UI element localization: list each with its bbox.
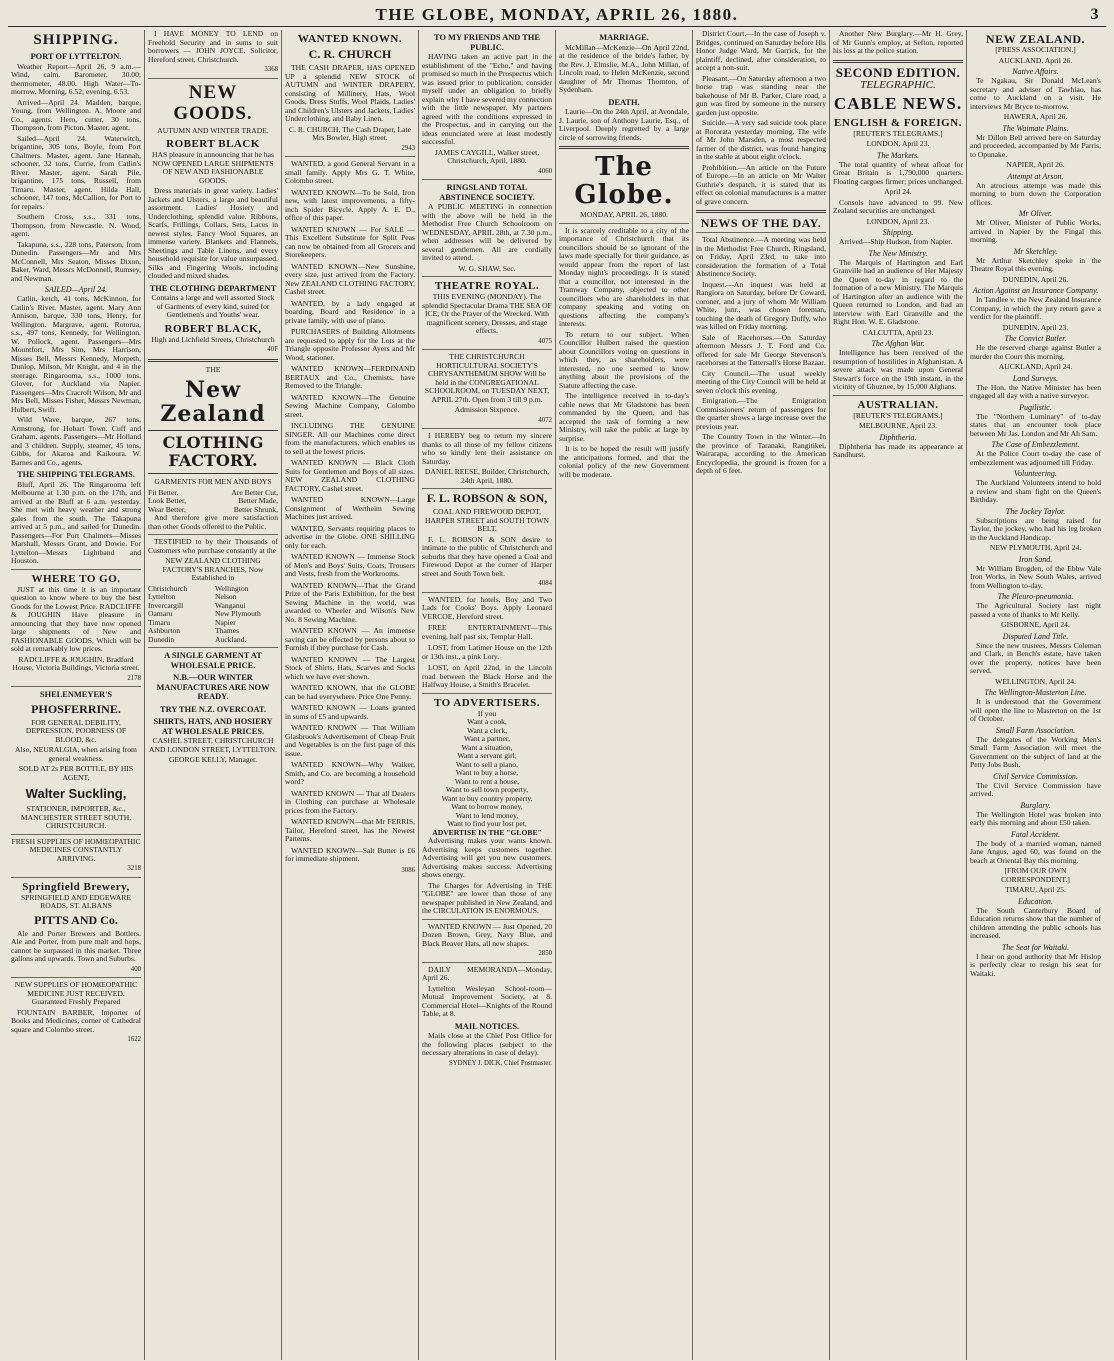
divider <box>696 232 826 233</box>
waimate-heading: The Waimate Plains. <box>1002 123 1069 133</box>
wanted-ad: WANTED KNOWN—That the Grand Prize of the Paris Exhibition, for the best Sewing Machine in the world, was awarded to Wheeler and Wilson's New No. 8 Sewing Machine. <box>285 580 415 624</box>
news-item: Inquest.—An inquest was held at Rangiora on Saturday, before Dr Coward, coroner, and a jury of whom Mr William White, junr., was chosen foreman, touching the death of Gregory Duffy, who was killed on Friday morning. <box>696 279 826 331</box>
column-4 <box>419 30 556 1360</box>
adv-line: Want a partner, <box>463 734 511 743</box>
dateline: NAPIER, April 26. <box>1006 160 1065 169</box>
wanted-ad: WANTED KNOWN—FERDINAND BERTAUX and Co., Chemists, have Removed to the Triangle. <box>285 364 415 390</box>
convict-text: He the reserved charge against Butler a murder the Court this morning. <box>970 343 1101 361</box>
horticultural-admission: Admission Sixpence. <box>454 405 520 414</box>
fountain-barber: FOUNTAIN BARBER, Importer of Books and Medicines, corner of Cathedral square and Colombo street. <box>11 1007 141 1034</box>
adv-line: If you <box>477 708 497 718</box>
dateline: MELBOURNE, April 23. <box>858 421 938 430</box>
new-zealand-title: New Zealand <box>160 377 266 427</box>
marriage-text: McMillan—McKenzie—On April 22nd, at the residence of the bride's father, by the Rev. J. Elmslie, M.A., John Millan, of Lincoln road, to Helen McKenzie, second daughter of Mr Thomas Thornton, of Sydenham. <box>559 42 689 94</box>
try-overcoat: TRY THE N.Z. OVERCOAT. <box>160 704 266 714</box>
money-to-lend: I HAVE MONEY TO LEND on Freehold Security and in sums to suit borrowers — JOHN JOYCE, Solicitor, Hereford street, Christchurch. <box>148 30 278 64</box>
mail-sign: SYDNEY J. DICK, Chief Postmaster. <box>448 1059 552 1067</box>
education-heading: Education. <box>1018 896 1053 906</box>
adv-line: Want a situation, <box>461 742 513 752</box>
second-edition: SECOND EDITION. <box>835 64 961 80</box>
pitts-text: Ale and Porter Brewers and Bottlers. Ale and Porter, from pure malt and hops, cannot be surpassed in this market. Three gallons and upwards. Town and Suburbs. <box>11 928 141 963</box>
shipping-text: Arrived—Ship Hudson, from Napier. <box>839 237 953 246</box>
sketchley-text: Mr Arthur Sketchley spoke in the Theatre Royal this evening. <box>970 255 1101 273</box>
phos-sold: SOLD AT 2s PER BOTTLE, BY HIS AGENT, <box>18 764 134 782</box>
ad-number: 4072 <box>538 416 552 424</box>
divider <box>833 395 963 396</box>
consols-text: Consols have advanced to 99. New Zealand securities are unchanged. <box>833 197 963 215</box>
death-text: Laurie—On the 24th April, at Avondale, J. Laurie, son of Anthony Laurie, Esq., of Liverpool. Deeply regretted by a large circle of sorrowing friends. <box>559 107 689 142</box>
dateline: MONDAY, APRIL 26, 1880. <box>580 210 668 219</box>
wanted-ad: WANTED KNOWN—Salt Butter is £6 for immediate shipment. <box>285 845 415 863</box>
land-text: The Hon. the Native Minister has been engaged all day with a native surveyor. <box>970 382 1101 400</box>
education-text: The South Canterbury Board of Education returns show that the number of children attending the public schools has increased. <box>970 905 1101 940</box>
divider <box>11 834 141 835</box>
adv-line: Want to find your lost pet, <box>447 819 527 828</box>
waitaki-text: I hear on good authority that Mr Hislop is perfectly clear to resign his seat for Waitaki. <box>970 951 1101 978</box>
wanted-known-heading: WANTED KNOWN. <box>297 33 403 45</box>
divider <box>422 349 552 350</box>
leader-para-3: The intelligence received in to-day's cable news that Mr Gladstone has been commanded by the Queen, and has accepted the task of forming a new Ministry, will take the public at large by surprise. <box>559 391 689 443</box>
wanted-ad: WANTED KNOWN — For SALE — This Excellent Substitute for Split Peas can now be obtained from all Grocers and Storekeepers. <box>285 224 415 259</box>
testified: TESTIFIED to by their Thousands of Customers who purchase constantly at the <box>148 537 278 555</box>
advertisers-heading: TO ADVERTISERS. <box>434 696 540 709</box>
ad-number: 2178 <box>127 674 141 682</box>
small-farm-heading: Small Farm Association. <box>995 725 1076 735</box>
town: Ashburton <box>148 626 181 635</box>
theatre-text: THIS EVENING (MONDAY). The splendid Spectacular Drama THE SEA OF ICE; Or the Prayer of the Wrecked. With magnificent scenery, Dresses, and stage effects. <box>422 292 552 335</box>
ad-number: 4084 <box>538 580 552 587</box>
wanted-ad: WANTED, a good General Servant in a small family. Apply Mrs G. T. White, Colombo street. <box>285 159 415 185</box>
divider <box>422 179 552 180</box>
telegraphic: TELEGRAPHIC. <box>860 78 936 91</box>
wanted-ad: WANTED KNOWN, that the GLOBE can be had everywhere. Price One Penny. <box>285 683 415 701</box>
temperance-text: A PUBLIC MEETING in connection with the above will be held in the Methodist Free Church Schoolroom on WEDNESDAY, APRIL 28th, at 7.30 p.m., when addresses will be delivered by several gentlemen. All are cordially invited to attend. <box>422 202 552 262</box>
waimate-text: Mr Dillon Bell arrived here on Saturday and proceeded, accompanied by Mr Parris, to Opunake. <box>970 132 1101 159</box>
town: Wellington <box>215 583 249 593</box>
mail-heading: MAIL NOTICES. <box>454 1021 520 1031</box>
divider <box>11 977 141 978</box>
shipping-heading: Shipping. <box>882 228 914 237</box>
volunteering-heading: Volunteering. <box>1014 469 1057 478</box>
dateline: AUCKLAND, April 24. <box>998 362 1073 371</box>
better-cut: Are Better Cut, <box>231 487 278 497</box>
suicide: Suicide.—A very sad suicide took place at Rororata yesterday morning. The wife of Mr John Marsden, a most respected farmer of the district, was found hanging in the stable at about eight o'clock. <box>696 118 826 161</box>
dateline: NEW PLYMOUTH, April 24. <box>989 543 1082 552</box>
news-item: Sale of Racehorses.—On Saturday afternoon Messrs J. T. Ford and Co. offered for sale Mr George Stevenson's racehorses at the Tattersall's Horse Bazaar. <box>696 332 826 367</box>
springfield-address: SPRINGFIELD AND EDGEWARE ROADS, ST. ALBANS <box>20 892 132 910</box>
ministry-text: The Marquis of Hartington and Earl Granville had an audience of Her Majesty the Queen to-day in regard to the formation of a new Ministry. The Marquis of Hartington after an audience with the Queen returned to London, and had an interview with Earl Granville and the Right Hon. W. E. Gladstone. <box>833 257 963 326</box>
fit-better: Fit Better, <box>148 487 179 497</box>
circulation: The Charges for Advertising in THE "GLOBE" are lower than those of any newspaper published in New Zealand, and the CIRCULATION IS ENORMOUS. <box>422 880 552 915</box>
arrived-list: Arrived—April 24. Madden, barque, Young, from Wellington. A. Moore and Co., agents. Hero, cutter, 30 tons, Thompson, from Picton. Master, agent. <box>11 97 141 132</box>
ministry-heading: The New Ministry. <box>868 248 928 258</box>
small-ad: LOST, on April 22nd, in the Lincoln road between the Black Horse and the Halfway House, a Smith's Bracelet. <box>422 663 552 689</box>
convict-heading: The Convict Butler. <box>1004 334 1067 343</box>
ad-number: 3086 <box>401 866 415 874</box>
robert-black-name: ROBERT BLACK <box>166 138 260 150</box>
clothing-text: Contains a large and well assorted Stock of Garments of every kind, suited for Gentlemen's and Youths' wear. <box>151 293 275 319</box>
divider <box>148 647 278 648</box>
wanted-ads-list <box>285 160 415 864</box>
column-7 <box>830 30 967 1360</box>
leader-para-2: To return to our subject. When Councillor Hulbert raised the question about Councillors voting on questions in which they, as shareholders, were interested, no one seemed to know anything about the provisions of the Statute affecting the case. <box>559 329 689 390</box>
afghan-heading: The Afghan War. <box>871 339 925 348</box>
clothing-department: THE CLOTHING DEPARTMENT <box>149 283 277 293</box>
pitts-name: PITTS AND Co. <box>34 912 118 927</box>
adv-line: ADVERTISE IN THE "GLOBE" <box>432 827 542 837</box>
advertisers-list <box>422 710 552 838</box>
jockey-heading: The Jockey Taylor. <box>1005 506 1066 516</box>
dateline: CALCUTTA, April 23. <box>862 327 934 337</box>
oliver-text: Mr Oliver, Minister of Public Works, arrived in Napier by the Fingal this morning. <box>970 218 1101 244</box>
george-kelly: GEORGE KELLY, Manager. <box>168 755 258 764</box>
homeo-medicines: FRESH SUPPLIES OF HOMŒOPATHIC MEDICINES CONSTANTLY ARRIVING. <box>11 836 141 863</box>
markets-heading: The Markets. <box>876 150 920 160</box>
divider <box>11 686 141 687</box>
prohibition: Prohibition.—An article on the Future of Europe.—In an article on Mr Walter Guthrie's despatch, it is stated that its effect on colonial manufactures is a matter of grave concern. <box>696 162 826 206</box>
cr-church-text: THE CASH DRAPER, HAS OPENED UP a splendid NEW STOCK of AUTUMN and WINTER DRAPERY, consisting of Millinery, Hats, Wool Goods, Dress Stuffs, Wool Plaids, Ladies' and Children's Ulsters and Jackets, Ladies' Underclothing, and Baby Linen. <box>285 63 415 123</box>
burglary-item: Another New Burglary.—Mr H. Grey, of Mr Gunn's employ, at Sefton, reported his loss at the police station. <box>833 30 963 55</box>
town: Timaru <box>148 617 171 627</box>
look-better: Look Better, <box>148 496 187 505</box>
sailed-heading: SAILED—April 24. <box>44 285 108 294</box>
disputed-heading: Disputed Land Title. <box>1002 631 1069 641</box>
diphtheria-heading: Diphtheria. <box>879 432 917 442</box>
phos-maker: SHELENMEYER'S <box>39 690 113 699</box>
disputed-text: Since the new trustees, Messrs Coleman and Clark, in Bench's estate, have taken over the property, notices have been served. <box>970 640 1101 675</box>
shipping-telegrams: Bluff, April 26. The Ringarooma left Melbourne at 1.30 p.m. on the 17th, and arrived at the Bluff at 6 a.m. yesterday. She met with heavy weather and strong gales from the south. The Takapuna arrived at 5 p.m., and sailed for Dunedin. Passengers—For Port Chalmers—Misses Marshall, Messrs Grant, and Dowie. For Lyttelton—Messrs Lightband and Houston. <box>11 479 141 565</box>
town: Wanganui <box>215 600 246 610</box>
ad-number: 4060 <box>538 167 552 175</box>
fatal-text: The body of a married woman, named Jane Angus, aged 60, was found on the beach at Oriental Bay this morning. <box>970 838 1101 865</box>
telegrams-heading: THE SHIPPING TELEGRAMS. <box>17 470 135 479</box>
jockey-text: Subscriptions are being raised for Taylor, the jockey, who had his leg broken in the Auckland Handicap. <box>970 515 1101 542</box>
divider <box>422 693 552 694</box>
ad-number: 3368 <box>264 66 278 73</box>
phosferrine-title: PHOSFERRINE. <box>31 701 121 716</box>
diphtheria-text: Diphtheria has made its appearance at Sandhurst. <box>833 441 963 459</box>
action-heading: Action Against an Insurance Company. <box>972 286 1099 295</box>
dateline: AUCKLAND, April 26. <box>998 55 1073 65</box>
wanted-ad: WANTED, by a lady engaged at boarding, Board and Residence in a private family, with use of piano. <box>285 298 415 325</box>
wanted-ad: WANTED KNOWN — That William Glasbrook's Advertisement of Cheap Fruit and Vegetables is on the first page of this issue. <box>285 723 415 758</box>
pleuro-heading: The Pleuro-pneumonia. <box>997 592 1074 601</box>
divider <box>148 534 278 535</box>
adv-line: Want to sell a piano, <box>455 759 519 769</box>
divider <box>148 359 278 362</box>
horticultural-show: THE CHRISTCHURCH HORTICULTURAL SOCIETY'S CHRYSANTHEMUM SHOW Will be held in the CONGREGATIONAL SCHOOLROOM, on TUESDAY NEXT, APRIL 27th. Open from 3 till 9 p.m. <box>424 352 550 404</box>
ad-number: 4075 <box>538 337 552 345</box>
divider <box>422 919 552 920</box>
page-number: 3 <box>1090 6 1100 23</box>
divider <box>422 488 552 489</box>
dateline: April 24. <box>884 187 912 196</box>
weather-report: Weather Report—April 26, 9 a.m.—Wind, calm. Barometer, 30.00; thermometer, 48.00. High Water—To-morrow, Morning, 6.52; evening, 6.53. <box>11 61 141 96</box>
ad-number: 1622 <box>127 1036 141 1043</box>
caygill-sign: JAMES CAYGILL, Walker street, Christchurch, April, 1880. <box>434 147 540 165</box>
the-globe-title: The Globe. <box>574 152 674 210</box>
district-court: District Court.—In the case of Joseph v. Bridges, continued on Saturday before His Honor Judge Ward, Mr Garrick, for the plaintiff, declined, after consideration, to accept a non-suit. <box>696 30 826 72</box>
town: New Plymouth <box>215 609 261 618</box>
marriage-heading: MARRIAGE. <box>599 33 649 42</box>
news-of-the-day: NEWS OF THE DAY. <box>700 216 822 230</box>
masthead <box>8 4 1106 27</box>
native-heading: Native Affairs. <box>1012 67 1059 76</box>
civil-heading: Civil Service Commission. <box>993 771 1078 781</box>
divider <box>11 877 141 878</box>
wanted-ad: WANTED KNOWN — The Largest Stock of Shirts, Hats, Scarves and Socks which we have ever shown. <box>285 654 415 681</box>
action-text: In Tandlee v. the New Zealand Insurance Company, in which the jury return gave a verdict for the plaintiff. <box>970 295 1101 321</box>
pugilistic-heading: Pugilistic. <box>1019 402 1052 412</box>
small-farm-text: The delegates of the Working Men's Small Farm Association will meet the Government on the subject of land at the Petty Jobs Bush. <box>970 734 1101 769</box>
branches: NEW ZEALAND CLOTHING FACTORY'S BRANCHES, Now Established in <box>162 556 264 582</box>
where-heading: WHERE TO GO. <box>31 572 121 585</box>
new-zealand-heading: NEW ZEALAND. <box>985 32 1086 46</box>
adv-line: Want to buy a horse, <box>455 768 519 777</box>
embezzle-heading: The Case of Embezzlement. <box>991 440 1080 449</box>
column-2 <box>145 30 282 1360</box>
press-tag: [PRESS ASSOCIATION.] <box>995 45 1076 54</box>
land-heading: Land Surveys. <box>1012 373 1059 383</box>
memoranda-text: Lyttelton Wesleyan School-room—Mutual Improvement Society, at 8. Commercial Hotel—Knights of the Round Table, at 8. <box>422 983 552 1018</box>
dateline: DUNEDIN, April 23. <box>1002 322 1069 332</box>
wanted-ad: WANTED KNOWN—Large Consignment of Wertheim Sewing Machines just arrived. <box>285 495 415 521</box>
black-goods-list: Dress materials in great variety. Ladies' Jackets and Ulsters, a large and beautiful assortment. Ladies' Hosiery and Underclothing, splendid value. Ribbons, Scarfs, Frillings, Collars, Sets, Laces in newest styles. Fancy Wool Squares, an immense variety. Blankets and Flannels, Sheetings and Table Linens, and every household requisite for value unsurpassed. Silks and Fingering Wools, including clouded and mixed shades. <box>148 186 278 280</box>
factory-the: THE <box>205 364 221 374</box>
cable-news: CABLE NEWS. <box>833 93 963 113</box>
dateline: TIMARU, April 25. <box>1005 885 1066 894</box>
dateline: WELLINGTON, April 24. <box>995 676 1076 686</box>
town: Oamaru <box>148 609 173 618</box>
native-text: Te Ngakau, Sir Donald McLean's secretary and adviser of Tawhiao, has come to Auckland on a visit. He interviews Mr Bryce to-morrow. <box>970 76 1101 111</box>
column-1 <box>8 30 145 1360</box>
arson-text: An atrocious attempt was made this morning to burn down the Corporation offices. <box>970 180 1101 207</box>
suckling-name: Walter Suckling, <box>25 786 127 801</box>
temperance-heading: RINGSLAND TOTAL ABSTINENCE SOCIETY. <box>439 183 535 202</box>
cr-church-sign: C. R. CHURCH, The Cash Draper, Late Mrs Bowler, High street. <box>289 124 411 142</box>
goods-subtitle: AUTUMN AND WINTER TRADE. <box>157 125 269 135</box>
mail-text: Mails close at the Chief Post Office for the following places (subject to the necessary alterations in case of delay). <box>422 1031 552 1057</box>
shipping-misc: Wild Wave, barque, 267 tons, Armstrong, for Hobart Town. Cuff and Graham, agents. Passengers—Mr Holland and 3 children. Supply, steamer, 45 tons, Gibbs, for Akaroa and Kaikoura. W. Barnes and Co., agents. <box>11 415 141 467</box>
divider <box>559 223 689 224</box>
sailed-list: Sailed—April 24. Waterwitch, brigantine, 305 tons, Boyle, from Port Chalmers. Master, agent. Jane Hannah, schooner, 32 tons, Currie, from Catlin's River. Master, agent. Sarah Pile, brigantine, 175 tons, Russell, from Timaru. Master, agent. Hilda Hall, schooner, 147 tons, McCallion, for Port to for repairs. <box>11 133 141 211</box>
phos-also: Also, NEURALGIA, when arising from general weakness. <box>15 745 137 763</box>
town: Invercargill <box>148 600 184 610</box>
black-address: High and Lichfield Streets, Christchurch <box>151 334 275 344</box>
volunteering-text: The Auckland Volunteers intend to hold a review and sham fight on the Queen's Birthday. <box>970 478 1101 504</box>
small-ad: FREE ENTERTAINMENT—This evening, half past six, Templar Hall. <box>422 623 552 641</box>
news-item: Emigration.—The Emigration Commissioners' return of passengers for the quarter shows a large increase over the previous year. <box>696 396 826 431</box>
wanted-ad: WANTED KNOWN—The Genuine Sewing Machine Company, Colombo street. <box>285 392 415 419</box>
waitaki-heading: The Seat for Waitaki. <box>1001 942 1070 952</box>
wanted-ad: WANTED KNOWN — That all Dealers in Clothing can purchase at Wholesale prices from the Factory. <box>285 788 415 815</box>
wanted-ad: WANTED KNOWN—To be Sold, Iron new, with latest improvements, a fifty-inch Spider Bicycle. Apply A. E. D., office of this paper. <box>285 187 415 222</box>
shipping-heading: SHIPPING. <box>33 32 119 48</box>
iron-text: Mr William Brogden, of the Ebbw Vale Iron Works, in New South Wales, arrived from Wellington to-day. <box>970 563 1101 590</box>
robson-text: F. L. ROBSON & SON desire to intimate to the public of Christchurch and suburbs that they have opened a Coal and Firewood Depot at the corner of Harper street and South Town belt. <box>422 534 552 578</box>
dateline: GISBORNE, April 24. <box>1001 620 1070 629</box>
clothing-factory-title: CLOTHING FACTORY. <box>148 430 278 474</box>
cashel-street: CASHEL STREET, CHRISTCHURCH AND LONDON STREET, LYTTELTON. <box>149 736 277 754</box>
column-6 <box>693 30 830 1360</box>
adv-line: Want a clerk, <box>466 725 508 735</box>
town: Dunedin <box>148 634 175 644</box>
black-announcement: HAS pleasure in announcing that he has NOW OPENED LARGE SHIPMENTS OF NEW AND FASHIONABLE GOODS. <box>152 150 274 185</box>
ad-number: 3218 <box>127 865 141 872</box>
adv-line: Want to borrow money, <box>451 802 523 811</box>
town: Auckland. <box>215 634 247 644</box>
theatre-royal: THEATRE ROYAL. <box>434 280 540 292</box>
leader-para-4: It is to be hoped the result will justify the anticipations formed, and that the colonial policy of the new Government will be moderate. <box>559 444 689 479</box>
column-5 <box>556 30 693 1360</box>
wanted-ad: PURCHASERS of Building Allotments are requested to apply for the Lots at the Triangle opposite Professor Ayers and Mr Wood, stationer. <box>285 327 415 362</box>
public-letter: HAVING taken an active part in the establishment of the "Echo," and having promised so much in the Prospectus which was issued prior to publication, consider myself under an obligation to briefly explain why I have severed my connection with the little newspaper. My partners agreed with the conditions expressed in the Prospectus, and in carrying out the ideas enunciated were at least modestly successful. <box>422 52 552 146</box>
wanted-ad: WANTED KNOWN — Loans granted in sums of £5 and upwards. <box>285 703 415 721</box>
sketchley-heading: Mr Sketchley. <box>1013 246 1058 256</box>
burglary-heading: Burglary. <box>1020 800 1051 810</box>
pleuro-text: The Agricultural Society last night passed a vote of thanks to Mr Kelly. <box>970 601 1101 619</box>
divider <box>696 210 826 213</box>
town: Nelson <box>215 592 237 601</box>
dateline: LONDON, April 23. <box>866 139 930 148</box>
springfield-brewery: Springfield Brewery, <box>22 880 130 893</box>
burglary-text: The Wellington Hotel was broken into early this morning and about £50 taken. <box>970 809 1101 827</box>
adv-line: Want to buy country property, <box>441 793 533 803</box>
better-shrunk: Better Shrunk, <box>233 504 278 514</box>
divider <box>422 592 552 593</box>
winter-manufactures: N.B.—OUR WINTER MANUFACTURES ARE NOW READY. <box>156 673 270 701</box>
adv-line: Want to lend money, <box>455 810 519 820</box>
cr-church-name: C. R. CHURCH <box>308 47 392 61</box>
daily-memoranda: DAILY MEMORANDA—Monday, April 26. <box>422 964 552 982</box>
port-heading: PORT OF LYTTELTON. <box>30 52 122 61</box>
ad-number: 400 <box>130 965 141 973</box>
wanted-ad: WANTED KNOWN — An immense saving can be effected by persons about to Furnish if they purchase for Cash. <box>285 626 415 652</box>
divider <box>422 962 552 963</box>
town: Thames <box>215 626 240 635</box>
wanted-ad: WANTED KNOWN—Why Walker, Smith, and Co. are becoming a household word? <box>285 760 415 786</box>
passengers: Takapuna, s.s., 228 tons, Paterson, from Dunedin. Passengers—Mr and Mrs McConnell, Mrs Seaton, Misses Dixon, Baker, Ward, Messrs McDonnell, Rumsey, and Newman. <box>11 239 141 283</box>
correspondent-tag: [FROM OUR OWN CORRESPONDENT.] <box>1001 866 1070 884</box>
public-heading: TO MY FRIENDS AND THE PUBLIC. <box>434 33 540 52</box>
news-item: City Council.—The usual weekly meeting of the City Council will be held at seven o'clock this evening. <box>696 368 826 395</box>
hereby-thanks: I HEREBY beg to return my sincere thanks to all those of my fellow citizens who so kindly lent their assistance on Saturday. <box>422 431 552 466</box>
pleasant: Pleasant.—On Saturday afternoon a two horse trap was standing near the bakehouse of Mr B. Parker, Clare road, a gun was fired by someone in the nursery garden just opposite. <box>696 73 826 117</box>
reuter-tag: [REUTER'S TELEGRAMS.] <box>853 128 943 138</box>
divider <box>11 569 141 570</box>
town: Napier <box>215 617 236 627</box>
oliver-heading: Mr Oliver. <box>1018 209 1053 218</box>
english-foreign: ENGLISH & FOREIGN. <box>834 116 962 129</box>
death-heading: DEATH. <box>608 97 640 107</box>
town: Christchurch <box>148 583 188 593</box>
dateline: HAWERA, April 26. <box>1003 112 1068 121</box>
leader-para-1: It is scarcely creditable to a city of the importance of Christchurch that its councillors should be so ignorant of the laws made specially for their guidance, as would appear from the report of last Monday night's proceedings. It is stated that a councillor, not interested in the Tramway Company, objected to other councillors who are shareholders in that company speaking and voting on questions affecting the company's interests. <box>559 225 689 328</box>
pugilistic-text: The "Northern Luminary" of to-day states that an encounter took place between Mr Jas. London and Mr Ah Sam. <box>970 411 1101 438</box>
embezzle-text: At the Police Court to-day the case of embezzlement was adjourned till Friday. <box>970 449 1101 467</box>
wear-better: Wear Better, <box>148 504 186 514</box>
southern-cross: Southern Cross, s.s., 331 tons, Thompson, from Newcastle. N. Wood, agent. <box>11 212 141 238</box>
suckling-address: STATIONER, IMPORTER, &c., MANCHESTER STREET SOUTH, CHRISTCHURCH. <box>20 804 132 830</box>
markets-text: The total quantity of wheat afloat for Great Britain is 1,790,000 quarters. Floating cargoes firmer; prices unchanged. <box>833 159 963 186</box>
small-ad: WANTED, for hotels, Boy and Two Lads for Cooks' Boys. Apply Leonard VERCOE, Hereford street. <box>422 594 552 621</box>
ad-number: 40F <box>267 346 278 353</box>
columns <box>8 30 1106 1360</box>
column-8 <box>967 30 1104 1360</box>
wanted-ad: INCLUDING THE GENUINE SINGER. All our Machines come direct from the manufacturers, which enables us to sell at the lowest prices. <box>285 421 415 456</box>
dateline: DUNEDIN, April 26. <box>1002 274 1069 284</box>
where-text: JUST at this time it is an important question to know where to buy the best Goods for the Lowest Price. RADCLIFFE & JOUGHIN Have pleasure in announcing that they have now opened large shipments of New and FASHIONABLE GOODS, Which will be sold at remarkably low prices. <box>11 584 141 653</box>
divider <box>833 60 963 63</box>
advertising-text: Advertising makes your wants known. Advertising keeps customers together. Advertising will get you new customers. Advertising makes success. Advertising shows energy. <box>422 836 552 879</box>
new-goods-heading: NEW GOODS. <box>173 81 253 124</box>
branch-towns <box>148 585 278 645</box>
hereby-sign: DANIEL REESE, Builder, Christchurch, 24th April, 1880. <box>424 467 550 485</box>
adv-line: Want to rent a house, <box>454 776 520 786</box>
adv-line: Want to sell town property, <box>445 785 529 794</box>
adv-line: Want a cook, <box>467 717 507 726</box>
ad-number: 2850 <box>538 950 552 957</box>
small-ad: LOST, from Latimer House on the 12th or 13th inst., a pink Lory. <box>422 643 552 661</box>
divider <box>148 78 278 79</box>
news-item: The Country Town in the Winter.—In the province of Taranaki, Rangitikei, Wairarapa, according to the American Encyclopedia, the ground is frozen for a depth of 6 feet. <box>696 432 826 475</box>
divider <box>559 146 689 149</box>
sailed-list-2: Catlin, ketch, 41 tons, McKinnon, for Catlin's River. Master, agent. Mary Ann Annison, barque, 330 tons, Henry, for Wellington. Margrave, agent. Rotorua, s.s., 497 tons, Kennedy, for Wellington. W. Pollock, agent. Passengers—Mrs Mountfort, Mrs Sim, Mrs Harrison, Misses Bell, Messrs Kennedy, Morpeth, Dunlop, Milson, Mr Knight, and 4 in the steerage. Ringarooma, s.s., 1000 tons, Glover, for Auckland via Napier. Passengers—Mrs Cracroft Wilson, Mr and Mrs Bell, Misses Fisher, Messrs Newman, Hulbert, Swift. <box>11 294 141 414</box>
reuter-tag: [REUTER'S TELEGRAMS.] <box>853 410 943 420</box>
wanted-ad: WANTED KNOWN — Immense Stock of Men's and Boys' Suits, Coats, Trousers and Vests, fresh from the Workrooms. <box>285 552 415 578</box>
australian-heading: AUSTRALIAN. <box>857 398 939 411</box>
robson-name: F. L. ROBSON & SON, <box>426 491 548 505</box>
garments-line: GARMENTS FOR MEN AND BOYS <box>154 477 272 486</box>
wanted-ad: WANTED, Servants requiring places to advertise in the Globe. ONE SHILLING only for each. <box>285 523 415 550</box>
wanted-ad: WANTED KNOWN—New Sunshine, every size, just arrived from the Factory. New ZEALAND CLOTHING FACTORY, Cashel street. <box>285 261 415 296</box>
arson-heading: Attempt at Arson. <box>1007 171 1064 181</box>
town: Lyttelton <box>148 592 176 601</box>
ad-number: 2943 <box>401 144 415 152</box>
divider <box>422 428 552 429</box>
wgtn-line-text: It is understood that the Government will open the line to Masterton on the 1st of October. <box>970 697 1101 723</box>
better-made: Better Made, <box>238 496 278 505</box>
phos-sub: FOR GENERAL DEBILITY, DEPRESSION, POORNESS OF BLOOD, &c. <box>25 717 127 744</box>
news-item: Total Abstinence.—A meeting was held in the Methodist Free Church, Ringsland, on Friday, April 23rd, to take into consideration the formation of a Total Abstinence Society. <box>696 235 826 278</box>
masthead-title: THE GLOBE, MONDAY, APRIL 26, 1880. <box>375 5 739 24</box>
divider <box>285 156 415 157</box>
afghan-text: Intelligence has been received of the resumption of hostilities in Afghanistan. A severe attack was made upon General Stewart's force on the 19th instant, in the vicinity of Ghuznee, by 15,000 Afghans. <box>833 348 963 391</box>
wanted-ad: WANTED KNOWN—that Mr FERRIS, Tailor, Hereford street, has the Newest Patterns. <box>285 817 415 843</box>
wanted-ad: WANTED KNOWN — Black Cloth Suits for Gentlemen and Boys of all sizes. NEW ZEALAND CLOTHING FACTORY, Cashel street. <box>285 458 415 493</box>
where-address: RADCLIFFE & JOUGHIN, Bradford House, Victoria Buildings, Victoria street. <box>12 654 140 672</box>
divider <box>422 276 552 277</box>
shirts-hats: SHIRTS, HATS, AND HOSIERY AT WHOLESALE PRICES. <box>153 717 273 736</box>
fatal-heading: Fatal Accident. <box>1010 829 1061 839</box>
iron-heading: Iron Sand. <box>1018 554 1053 564</box>
dateline: LONDON, April 23. <box>866 216 930 226</box>
civil-text: The Civil Service Commission have arrived. <box>970 780 1101 798</box>
temperance-sign: W. G. SHAW, Sec. <box>458 263 516 273</box>
robson-sub: COAL AND FIREWOOD DEPOT, HARPER STREET and SOUTH TOWN BELT. <box>424 507 550 533</box>
column-3 <box>282 30 419 1360</box>
homeo-medicine-2: NEW SUPPLIES OF HOMŒOPATHIC MEDICINE JUST RECEIVED. Guaranteed Freshly Prepared <box>14 980 138 1006</box>
adv-line: Want a servant girl, <box>457 751 517 760</box>
single-garment: A SINGLE GARMENT AT WHOLESALE PRICE. <box>164 651 262 670</box>
wanted-hats: WANTED KNOWN — Just Opened, 20 Dozen Brown, Grey, Navy Blue, and Black Beaver Hats, all new shapes. <box>422 921 552 948</box>
robert-black-sign: ROBERT BLACK, <box>164 322 262 335</box>
wgtn-line-heading: The Wellington-Masterton Line. <box>984 688 1087 697</box>
fit-text: And therefore give more satisfaction than other Goods offered to the Public. <box>148 513 278 531</box>
